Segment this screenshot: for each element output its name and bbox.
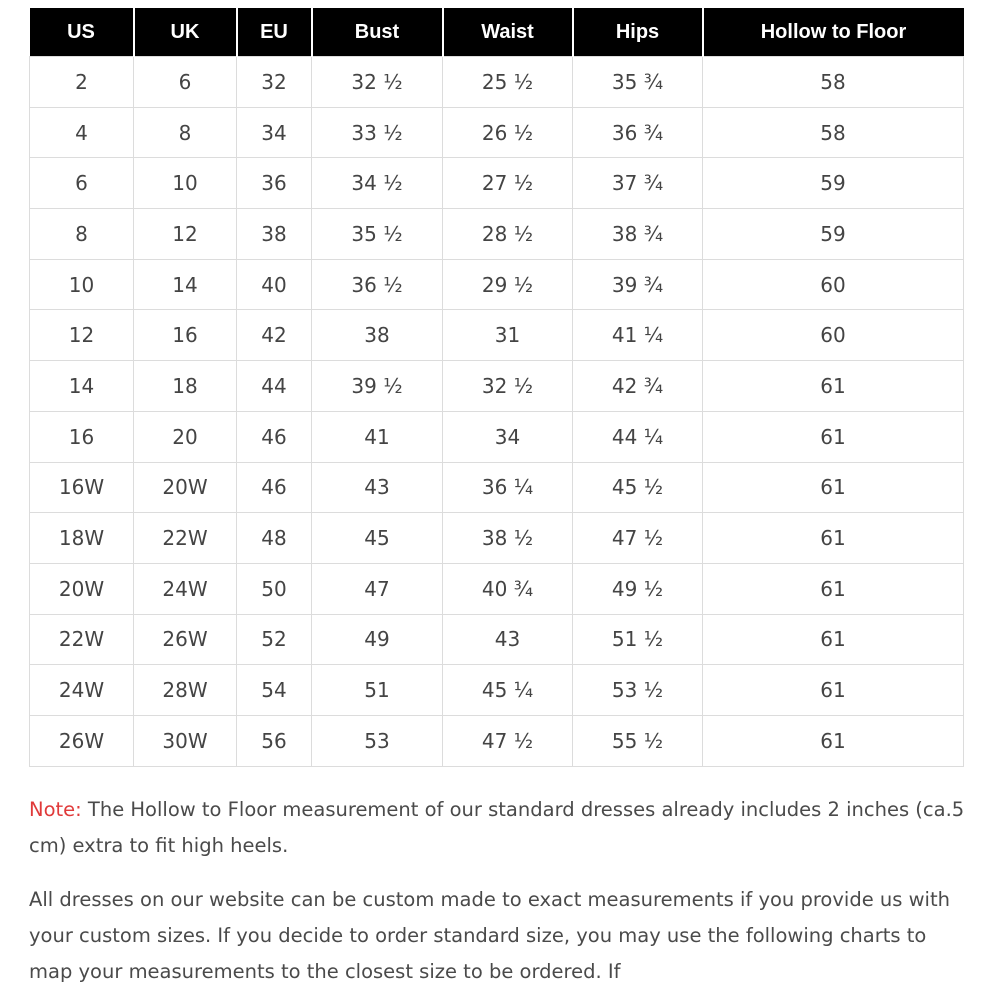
table-cell: 16 — [30, 411, 134, 462]
table-row — [30, 411, 964, 462]
table-cell: 22W — [134, 513, 237, 564]
table-row — [30, 462, 964, 513]
column-header-uk: UK — [134, 8, 237, 57]
table-cell: 61 — [703, 614, 964, 665]
table-cell: 29 ½ — [443, 259, 573, 310]
note-label: Note: — [29, 798, 82, 821]
table-cell: 59 — [703, 209, 964, 260]
table-cell: 58 — [703, 57, 964, 108]
table-cell: 56 — [237, 715, 312, 766]
table-cell: 8 — [134, 107, 237, 158]
table-cell: 10 — [134, 158, 237, 209]
table-cell: 50 — [237, 563, 312, 614]
table-row — [30, 563, 964, 614]
table-row — [30, 57, 964, 108]
table-cell: 28 ½ — [443, 209, 573, 260]
table-cell: 34 — [443, 411, 573, 462]
table-cell: 46 — [237, 411, 312, 462]
table-cell: 16 — [134, 310, 237, 361]
table-cell: 49 ½ — [573, 563, 703, 614]
table-header-row — [30, 8, 964, 57]
table-cell: 37 ¾ — [573, 158, 703, 209]
table-cell: 61 — [703, 715, 964, 766]
table-cell: 12 — [134, 209, 237, 260]
table-cell: 60 — [703, 310, 964, 361]
table-cell: 34 ½ — [312, 158, 443, 209]
column-header-eu: EU — [237, 8, 312, 57]
column-header-us: US — [30, 8, 134, 57]
table-cell: 61 — [703, 462, 964, 513]
table-row — [30, 209, 964, 260]
table-cell: 61 — [703, 411, 964, 462]
table-cell: 38 — [237, 209, 312, 260]
table-cell: 59 — [703, 158, 964, 209]
table-cell: 41 — [312, 411, 443, 462]
column-header-waist: Waist — [443, 8, 573, 57]
table-cell: 8 — [30, 209, 134, 260]
table-cell: 42 ¾ — [573, 361, 703, 412]
table-cell: 32 ½ — [312, 57, 443, 108]
table-cell: 26W — [30, 715, 134, 766]
table-cell: 18W — [30, 513, 134, 564]
table-cell: 43 — [443, 614, 573, 665]
table-cell: 24W — [134, 563, 237, 614]
table-cell: 48 — [237, 513, 312, 564]
table-cell: 38 ½ — [443, 513, 573, 564]
table-cell: 60 — [703, 259, 964, 310]
table-cell: 35 ¾ — [573, 57, 703, 108]
table-cell: 26 ½ — [443, 107, 573, 158]
table-cell: 32 — [237, 57, 312, 108]
table-cell: 38 ¾ — [573, 209, 703, 260]
table-cell: 36 ¾ — [573, 107, 703, 158]
table-cell: 33 ½ — [312, 107, 443, 158]
table-cell: 12 — [30, 310, 134, 361]
column-header-hollow-to-floor: Hollow to Floor — [703, 8, 964, 57]
table-cell: 2 — [30, 57, 134, 108]
table-row — [30, 259, 964, 310]
table-cell: 32 ½ — [443, 361, 573, 412]
table-cell: 40 ¾ — [443, 563, 573, 614]
table-cell: 34 — [237, 107, 312, 158]
hollow-to-floor-note — [29, 792, 969, 864]
table-cell: 61 — [703, 563, 964, 614]
table-cell: 26W — [134, 614, 237, 665]
table-cell: 43 — [312, 462, 443, 513]
table-cell: 39 ¾ — [573, 259, 703, 310]
table-cell: 54 — [237, 665, 312, 716]
table-row — [30, 310, 964, 361]
table-row — [30, 614, 964, 665]
table-cell: 10 — [30, 259, 134, 310]
table-cell: 6 — [30, 158, 134, 209]
table-row — [30, 665, 964, 716]
size-chart-table — [29, 8, 964, 767]
custom-size-info: All dresses on our website can be custom made to exact measurements if you provide us with your custom sizes. If you decide to order standard size, you may use the following charts to map your measurements to the closest size to be ordered. If — [29, 888, 950, 983]
table-cell: 45 — [312, 513, 443, 564]
table-cell: 35 ½ — [312, 209, 443, 260]
table-cell: 61 — [703, 361, 964, 412]
table-cell: 44 ¼ — [573, 411, 703, 462]
table-cell: 14 — [30, 361, 134, 412]
table-cell: 51 — [312, 665, 443, 716]
table-cell: 14 — [134, 259, 237, 310]
table-cell: 36 ¼ — [443, 462, 573, 513]
table-cell: 47 ½ — [573, 513, 703, 564]
table-cell: 61 — [703, 665, 964, 716]
table-row — [30, 158, 964, 209]
note-text: The Hollow to Floor measurement of our standard dresses already includes 2 inches (ca.5 cm) extra to fit high heels. — [29, 798, 965, 857]
table-cell: 16W — [30, 462, 134, 513]
table-cell: 47 ½ — [443, 715, 573, 766]
table-cell: 31 — [443, 310, 573, 361]
table-cell: 53 — [312, 715, 443, 766]
table-cell: 53 ½ — [573, 665, 703, 716]
table-cell: 20 — [134, 411, 237, 462]
table-cell: 36 ½ — [312, 259, 443, 310]
table-cell: 38 — [312, 310, 443, 361]
table-cell: 55 ½ — [573, 715, 703, 766]
table-body — [30, 57, 964, 767]
table-cell: 47 — [312, 563, 443, 614]
table-cell: 22W — [30, 614, 134, 665]
table-cell: 20W — [134, 462, 237, 513]
table-cell: 45 ¼ — [443, 665, 573, 716]
table-row — [30, 361, 964, 412]
table-cell: 25 ½ — [443, 57, 573, 108]
table-cell: 51 ½ — [573, 614, 703, 665]
table-cell: 6 — [134, 57, 237, 108]
table-cell: 27 ½ — [443, 158, 573, 209]
table-cell: 44 — [237, 361, 312, 412]
table-cell: 28W — [134, 665, 237, 716]
table-cell: 41 ¼ — [573, 310, 703, 361]
table-cell: 46 — [237, 462, 312, 513]
table-cell: 61 — [703, 513, 964, 564]
table-cell: 42 — [237, 310, 312, 361]
table-row — [30, 513, 964, 564]
table-cell: 49 — [312, 614, 443, 665]
table-cell: 24W — [30, 665, 134, 716]
table-row — [30, 715, 964, 766]
table-cell: 30W — [134, 715, 237, 766]
table-cell: 18 — [134, 361, 237, 412]
table-cell: 40 — [237, 259, 312, 310]
table-cell: 20W — [30, 563, 134, 614]
table-row — [30, 107, 964, 158]
table-cell: 58 — [703, 107, 964, 158]
table-cell: 45 ½ — [573, 462, 703, 513]
table-cell: 4 — [30, 107, 134, 158]
table-cell: 36 — [237, 158, 312, 209]
table-cell: 39 ½ — [312, 361, 443, 412]
column-header-bust: Bust — [312, 8, 443, 57]
column-header-hips: Hips — [573, 8, 703, 57]
table-cell: 52 — [237, 614, 312, 665]
